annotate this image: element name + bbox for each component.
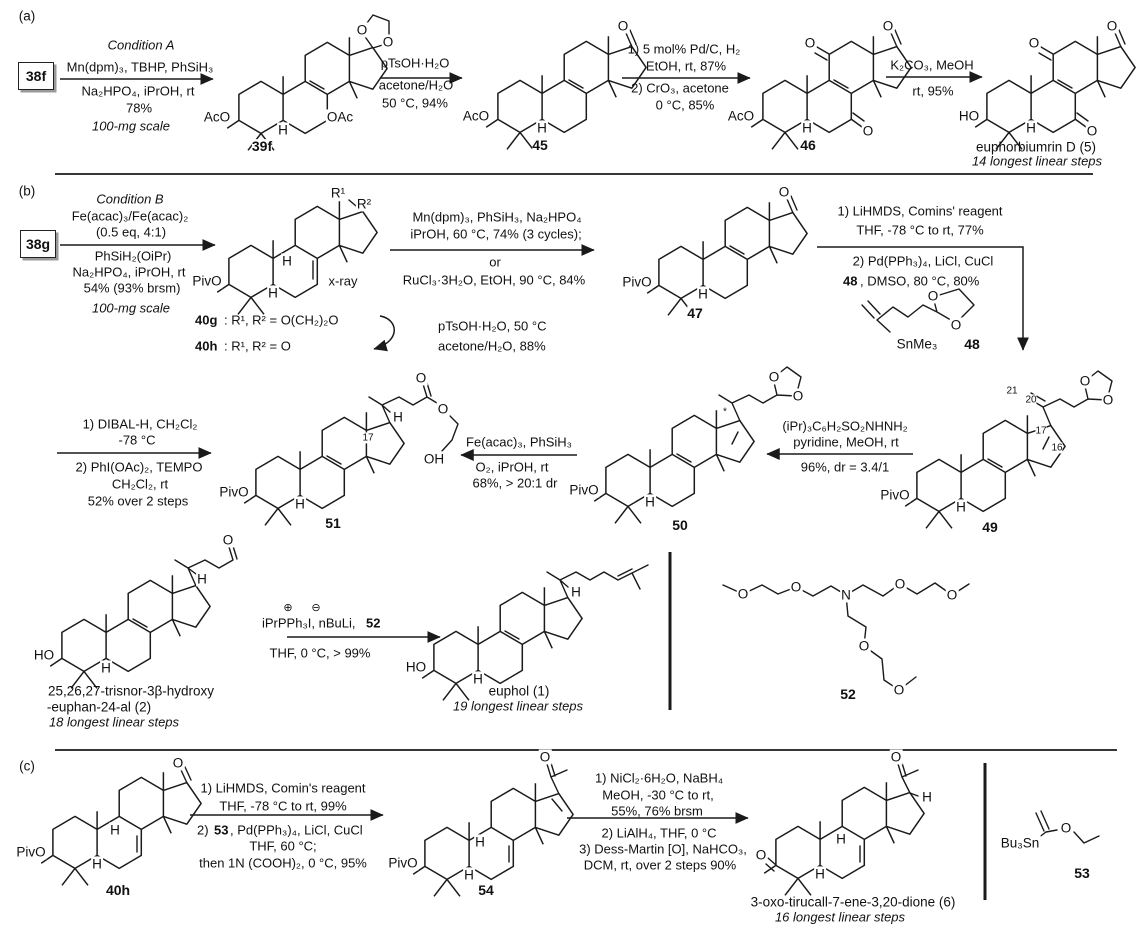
50-o2: O (792, 388, 804, 404)
a4-above: K₂CO₃, MeOH (890, 57, 974, 73)
5-ho: HO (958, 108, 980, 124)
39f-o2: O (382, 34, 394, 50)
50-h5: H (645, 494, 655, 510)
53-sn: Bu₃Sn (1000, 835, 1040, 851)
48-o2: O (950, 317, 962, 333)
5-o11: O (1028, 35, 1040, 51)
a3-below1: 2) CrO₃, acetone (631, 80, 729, 96)
52-o5: O (858, 638, 870, 654)
6-o3: O (755, 847, 767, 863)
b7-minus: ⊖ (311, 601, 321, 614)
49-o2: O (1102, 392, 1114, 408)
b3-below1: 2) Pd(PPh₃)₄, LiCl, CuCl (852, 253, 994, 269)
46-o17: O (882, 18, 894, 34)
6-caption2: 16 longest linear steps (774, 909, 906, 925)
1-caption1: euphol (1) (488, 683, 550, 699)
46-number: 46 (800, 137, 816, 154)
a4-below: rt, 95% (912, 83, 954, 99)
b3-below2-bold: 48 (843, 273, 858, 289)
b1-below2: Na₂HPO₄, iPrOH, rt (72, 264, 186, 280)
48-snme3: SnMe₃ (896, 336, 938, 352)
1-ho: HO (405, 659, 427, 675)
52-o4: O (946, 587, 958, 603)
c1-below1b: 53 (214, 822, 229, 838)
b2-below1: or (489, 254, 501, 270)
2-o: O (222, 532, 234, 548)
6-caption1: 3-oxo-tirucall-7-ene-3,20-dione (6) (750, 894, 956, 910)
6-h9: H (836, 831, 846, 847)
b7-line1: iPrPPh₃I, nBuLi, (262, 615, 356, 631)
panel-b-label: (b) (18, 183, 36, 199)
54-number: 54 (478, 882, 494, 899)
b1-below4: 100-mg scale (91, 300, 171, 316)
b5-below2: 68%, > 20:1 dr (472, 475, 558, 491)
c2-above1: 1) NiCl₂·6H₂O, NaBH₄ (594, 770, 724, 786)
46-h5: H (802, 120, 812, 136)
50-pivo: PivO (569, 482, 599, 498)
b3-above2: THF, -78 °C to rt, 77% (856, 222, 984, 238)
40hc-h5: H (92, 856, 102, 872)
a1-condition: Condition A (107, 37, 175, 53)
b6-above1: 1) DIBAL-H, CH₂Cl₂ (82, 416, 198, 432)
40hc-pivo: PivO (16, 844, 46, 860)
51-c17: 17 (362, 432, 374, 444)
48-number: 48 (964, 336, 980, 353)
47-h5: H (698, 286, 708, 302)
c1-above1: 1) LiHMDS, Comin's reagent (200, 780, 366, 796)
39f-h5: H (278, 122, 288, 138)
a2-below2: 50 °C, 94% (382, 95, 448, 111)
47-number: 47 (687, 305, 703, 322)
5-o7: O (1086, 123, 1098, 139)
a1-yield: 78% (125, 100, 153, 116)
54-pivo: PivO (388, 855, 418, 871)
2-ho: HO (33, 647, 55, 663)
46-o11: O (804, 35, 816, 51)
a3-above2: EtOH, rt, 87% (645, 58, 727, 74)
5-o17: O (1106, 18, 1118, 34)
bcurve-cond2: acetone/H₂O, 88% (438, 338, 546, 354)
b6-below2: CH₂Cl₂, rt (111, 476, 169, 492)
a1-base: Na₂HPO₄, iPrOH, rt (81, 83, 195, 99)
49-c16: 16 (1051, 442, 1063, 454)
b4-above1: (iPr)₃C₆H₂SO₂NHNH₂ (782, 418, 908, 434)
51-number: 51 (325, 515, 341, 532)
39f-aco: AcO (203, 109, 231, 125)
c1-above2: THF, -78 °C to rt, 99% (219, 798, 347, 814)
52-n: N (841, 587, 851, 603)
52-o6: O (893, 682, 905, 698)
b2-above1: Mn(dpm)₃, PhSiH₃, Na₂HPO₄ (412, 209, 582, 225)
compound-box-38f-label: 38f (25, 68, 47, 84)
a3-below2: 0 °C, 85% (655, 97, 715, 113)
40-pivo: PivO (192, 273, 222, 289)
5-h5: H (1026, 120, 1036, 136)
b2-below2: RuCl₃·3H₂O, EtOH, 90 °C, 84% (402, 272, 586, 288)
5-caption2: 14 longest linear steps (971, 153, 1103, 169)
54-o: O (539, 749, 551, 765)
49-c20: 20 (1025, 394, 1037, 406)
51-pivo: PivO (219, 484, 249, 500)
39f-oac: OAc (326, 109, 354, 125)
b4-above2: pyridine, MeOH, rt (793, 434, 899, 450)
bcurve-cond1: pTsOH·H₂O, 50 °C (438, 318, 547, 334)
45-h5: H (537, 120, 547, 136)
c1-below1c: , Pd(PPh₃)₄, LiCl, CuCl (230, 822, 363, 838)
b6-below1: 2) PhI(OAc)₂, TEMPO (75, 459, 203, 475)
40hc-h9: H (110, 822, 120, 838)
c2-below1: 2) LiAlH₄, THF, 0 °C (601, 825, 717, 841)
39f-o1: O (356, 22, 368, 38)
a2-below1: acetone/H₂O (378, 77, 454, 93)
51-o1: O (415, 370, 427, 386)
52-o2: O (790, 579, 802, 595)
b3-below2-rest: , DMSO, 80 °C, 80% (860, 273, 980, 289)
49-c17: 17 (1035, 425, 1047, 437)
46-o7: O (862, 123, 874, 139)
52-number: 52 (840, 686, 856, 703)
a1-scale: 100-mg scale (91, 118, 171, 134)
c1-below2: THF, 60 °C; (249, 838, 317, 854)
54-h5: H (464, 867, 474, 883)
48-o1: O (927, 288, 939, 304)
40-xray: x-ray (328, 273, 358, 289)
40-h5: H (268, 285, 278, 301)
51-o2: O (437, 401, 449, 417)
b2-above2: iPrOH, 60 °C, 74% (3 cycles); (410, 226, 582, 242)
2-h5: H (101, 660, 111, 676)
c2-above2: MeOH, -30 °C to rt, (602, 787, 714, 803)
b1-condition: Condition B (96, 191, 164, 207)
50-star: * (723, 406, 727, 418)
51-h5: H (295, 496, 305, 512)
a2-above: pTsOH·H₂O (380, 55, 450, 71)
51-oh: OH (423, 451, 445, 467)
49-o1: O (1079, 373, 1091, 389)
54-h9: H (475, 834, 485, 850)
47-pivo: PivO (622, 274, 652, 290)
b5-below1: O₂, iPrOH, rt (475, 459, 549, 475)
52-o3: O (894, 576, 906, 592)
b4-below: 96%, dr = 3.4/1 (800, 459, 890, 475)
40-r1: R¹ (330, 185, 346, 201)
45-aco: AcO (462, 108, 490, 124)
b1-below3: 54% (93% brsm) (83, 280, 181, 296)
a1-reagents: Mn(dpm)₃, TBHP, PhSiH₃ (66, 59, 214, 75)
b3-above1: 1) LiHMDS, Comins' reagent (837, 203, 1003, 219)
a3-above1: 1) 5 mol% Pd/C, H₂ (627, 41, 741, 57)
1-h20: H (571, 584, 581, 600)
6-h5: H (815, 866, 825, 882)
49-pivo: PivO (880, 487, 910, 503)
51-h20: H (393, 409, 403, 425)
52-o1: O (737, 586, 749, 602)
c2-below3: DCM, rt, over 2 steps 90% (583, 857, 737, 873)
50-o1: O (768, 369, 780, 385)
40g-line-bold: 40g (195, 312, 218, 328)
40hc-o: O (172, 755, 184, 771)
compound-box-38g-label: 38g (25, 236, 51, 252)
b1-reagents2: (0.5 eq, 4:1) (95, 224, 167, 240)
b1-below1: PhSiH₂(OiPr) (94, 248, 172, 264)
b7-line1-bold: 52 (366, 615, 381, 631)
49-h5: H (956, 499, 966, 515)
46-aco: AcO (727, 108, 755, 124)
b1-reagents1: Fe(acac)₃/Fe(acac)₂ (71, 208, 189, 224)
2-caption2: -euphan-24-al (2) (46, 699, 152, 715)
40g-line-rest: : R¹, R² = O(CH₂)₂O (224, 312, 339, 328)
53-number: 53 (1074, 865, 1090, 882)
b7-plus: ⊕ (283, 601, 293, 614)
40-h9: H (282, 253, 292, 269)
2-caption1: 25,26,27-trisnor-3β-hydroxy (47, 683, 215, 699)
2-h20: H (197, 571, 207, 587)
53-o: O (1060, 820, 1072, 836)
45-o: O (617, 18, 629, 34)
2-caption3: 18 longest linear steps (48, 714, 180, 730)
b6-above2: -78 °C (118, 432, 156, 448)
1-caption2: 19 longest linear steps (452, 698, 584, 714)
45-number: 45 (532, 137, 548, 154)
49-number: 49 (982, 519, 998, 536)
49-c21: 21 (1006, 385, 1018, 397)
c2-above3: 55%, 76% brsm (611, 803, 703, 819)
c1-below1a: 2) (197, 822, 209, 838)
6-h17: H (922, 789, 932, 805)
b6-below3: 52% over 2 steps (87, 493, 189, 509)
39f-number: 39f (251, 138, 273, 155)
40h-line-bold: 40h (195, 338, 218, 354)
b7-line2: THF, 0 °C, > 99% (269, 645, 371, 661)
6-o20: O (890, 749, 902, 765)
c1-below3: then 1N (COOH)₂, 0 °C, 95% (199, 855, 367, 871)
panel-c-label: (c) (19, 758, 35, 774)
c2-below2: 3) Dess-Martin [O], NaHCO₃, (579, 841, 747, 857)
50-number: 50 (672, 517, 688, 534)
40h-line-rest: : R¹, R² = O (224, 338, 291, 354)
1-h5: H (473, 671, 483, 687)
b5-above: Fe(acac)₃, PhSiH₃ (466, 434, 572, 450)
47-o: O (778, 184, 790, 200)
5-caption1: euphorbiumrin D (5) (975, 139, 1097, 155)
40-r2: R² (356, 196, 372, 212)
panel-a-label: (a) (18, 8, 36, 24)
40hc-number: 40h (105, 882, 131, 899)
